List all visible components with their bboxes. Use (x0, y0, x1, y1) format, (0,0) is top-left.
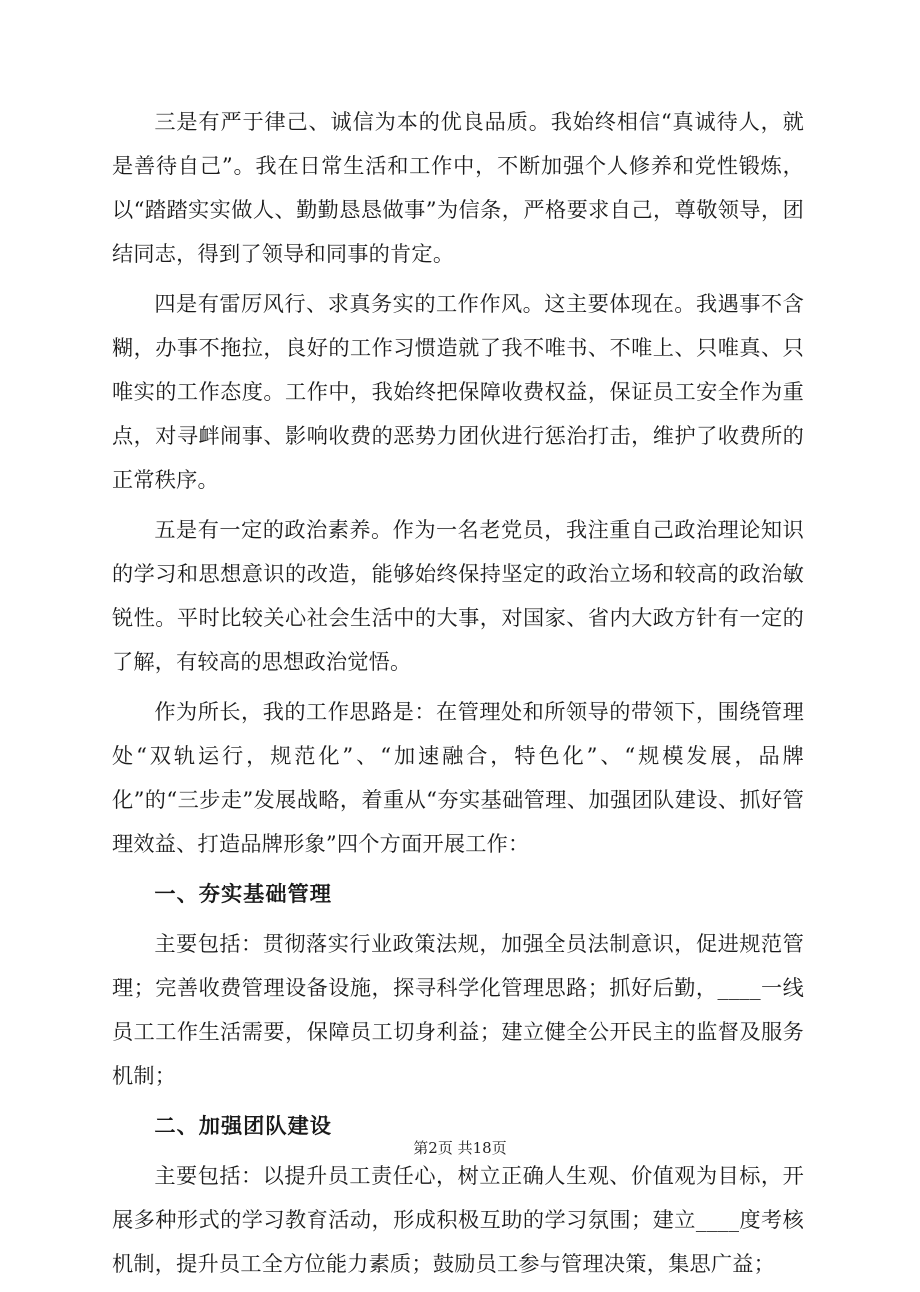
paragraph-work-style: 四是有雷厉风行、求真务实的工作作风。这主要体现在。我遇事不含糊，办事不拖拉，良好的工作习惯造就了我不唯书、不唯上、只唯真、只唯实的工作态度。工作中，我始终把保障收费权益，保证员工安全作为重点，对寻衅闹事、影响收费的恶势力团伙进行惩治打击，维护了收费所的正常秩序。 (112, 291, 804, 492)
page-number-footer: 第2页 共18页 (413, 1139, 507, 1157)
heading-team-building: 二、加强团队建设 (154, 1113, 332, 1138)
paragraph-team-building: 主要包括：以提升员工责任心，树立正确人生观、价值观为目标，开展多种形式的学习教育活动，形成积极互助的学习氛围；建立____度考核机制，提升员工全方位能力素质；鼓励员工参与管理决策，集思广益； (112, 1163, 804, 1276)
paragraph-integrity: 三是有严于律己、诚信为本的优良品质。我始终相信“真诚待人，就是善待自己”。我在日常生活和工作中，不断加强个人修养和党性锻炼，以“踏踏实实做人、勤勤恳恳做事”为信条，严格要求自己，尊敬领导，团结同志，得到了领导和同事的肯定。 (112, 109, 804, 266)
paragraph-basic-management: 主要包括：贯彻落实行业政策法规，加强全员法制意识，促进规范管理；完善收费管理设备设施，探寻科学化管理思路；抓好后勤，____一线员工工作生活需要，保障员工切身利益；建立健全公开民主的监督及服务机制； (112, 931, 804, 1088)
paragraph-work-ideas: 作为所长，我的工作思路是：在管理处和所领导的带领下，围绕管理处“双轨运行，规范化”、“加速融合，特色化”、“规模发展，品牌化”的“三步走”发展战略，着重从“夯实基础管理、加强团队建设、抓好管理效益、打造品牌形象”四个方面开展工作： (112, 699, 804, 856)
paragraph-political-quality: 五是有一定的政治素养。作为一名老党员，我注重自己政治理论知识的学习和思想意识的改造，能够始终保持坚定的政治立场和较高的政治敏锐性。平时比较关心社会生活中的大事，对国家、省内大政方针有一定的了解，有较高的思想政治觉悟。 (112, 517, 804, 674)
heading-basic-management: 一、夯实基础管理 (154, 881, 332, 906)
document-body (112, 100, 804, 1292)
